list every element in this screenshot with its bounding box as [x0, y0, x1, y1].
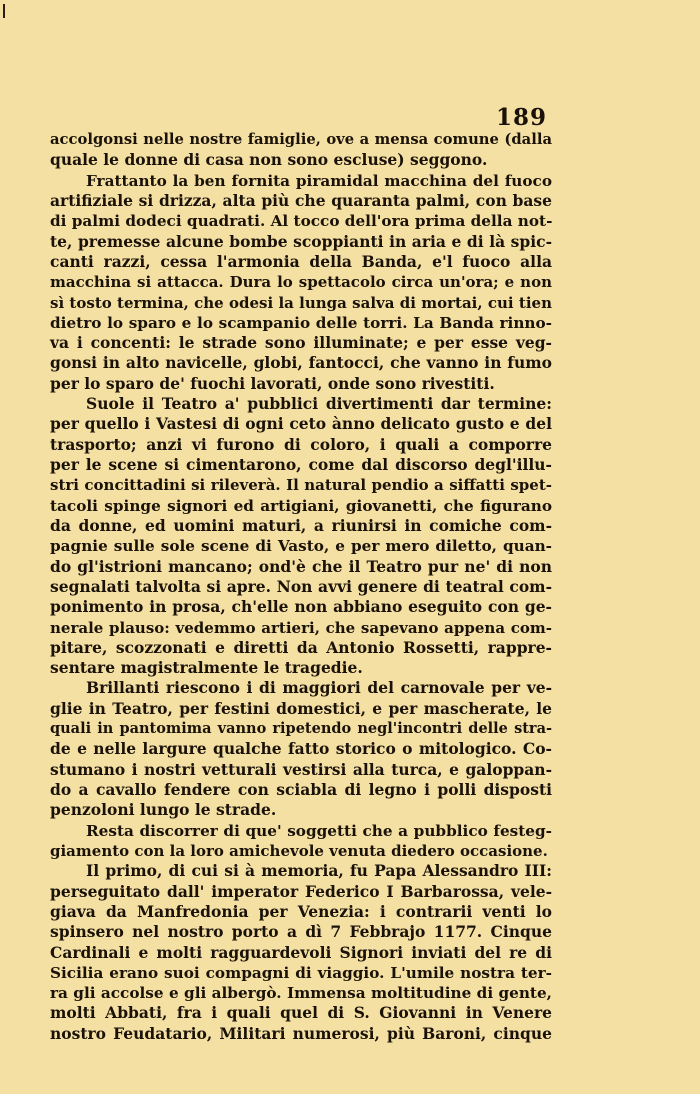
text-line: sì tosto termina, che odesi la lunga salva di mortai, cui tien	[50, 293, 552, 312]
text-line: segnalati talvolta si apre. Non avvi genere di teatral com-	[50, 576, 552, 596]
text-line: penzoloni lungo le strade.	[50, 800, 277, 820]
text-line: nostro Feudatario, Militari numerosi, più Baroni, cinque	[50, 1023, 552, 1043]
text-line: quali in pantomima vanno ripetendo negl'incontri delle stra-	[50, 720, 552, 738]
text-line: giava da Manfredonia per Venezia: i contrarii venti lo	[50, 901, 552, 921]
page-edge-mark	[3, 4, 5, 18]
text-line: Cardinali e molti ragguardevoli Signori inviati del re di	[50, 942, 552, 962]
text-line: canti razzi, cessa l'armonia della Banda, e'l fuoco alla	[50, 251, 552, 271]
text-line: da donne, ed uomini maturi, a riunirsi in comiche com-	[50, 515, 552, 535]
text-line: de e nelle largure qualche fatto storico o mitologico. Co-	[50, 739, 552, 759]
text-line: macchina si attacca. Dura lo spettacolo circa un'ora; e non	[50, 273, 552, 292]
text-line: molti Abbati, fra i quali quel di S. Giovanni in Venere	[50, 1003, 552, 1023]
text-line: Sicilia erano suoi compagni di viaggio. L'umile nostra ter-	[50, 963, 552, 982]
text-line: gonsi in alto navicelle, globi, fantocci, che vanno in fumo	[50, 353, 552, 373]
text-line: te, premesse alcune bombe scoppianti in aria e di là spic-	[50, 231, 552, 251]
body-text	[50, 130, 552, 1044]
text-line: accolgonsi nelle nostre famiglie, ove a mensa comune (dalla	[50, 131, 552, 148]
text-line: artifiziale si drizza, alta più che quaranta palmi, con base	[50, 190, 552, 210]
text-line: di palmi dodeci quadrati. Al tocco dell'ora prima della not-	[50, 212, 553, 231]
text-line: perseguitato dall' imperator Federico I Barbarossa, vele-	[50, 881, 552, 901]
text-line: per le scene si cimentarono, come dal discorso degl'illu-	[50, 455, 552, 474]
text-line: stumano i nostri vetturali vestirsi alla turca, e galoppan-	[50, 759, 552, 779]
text-line: per lo sparo de' fuochi lavorati, onde sono rivestiti.	[50, 373, 495, 393]
page-number: 189	[496, 104, 548, 131]
text-line: giamento con la loro amichevole venuta diedero occasione.	[50, 841, 548, 860]
text-line: do gl'istrioni mancano; ond'è che il Teatro pur ne' di non	[50, 556, 552, 576]
text-line: pitare, scozzonati e diretti da Antonio Rossetti, rappre-	[50, 637, 552, 657]
text-line: glie in Teatro, per festini domestici, e per mascherate, le	[50, 698, 552, 718]
text-line: sentare magistralmente le tragedie.	[50, 658, 363, 678]
text-line: dietro lo sparo e lo scampanio delle torri. La Banda rinno-	[50, 313, 552, 332]
text-line: per quello i Vastesi di ogni ceto ànno delicato gusto e del	[50, 414, 552, 434]
text-line: Resta discorrer di que' soggetti che a pubblico festeg-	[86, 821, 552, 840]
text-line: trasporto; anzi vi furono di coloro, i quali a comporre	[50, 434, 552, 454]
text-line: pagnie sulle sole scene di Vasto, e per mero diletto, quan-	[50, 537, 552, 556]
text-line: va i concenti: le strade sono illuminate; e per esse veg-	[50, 333, 552, 353]
text-line: Frattanto la ben fornita piramidal macchina del fuoco	[86, 171, 552, 190]
text-line: Il primo, di cui si à memoria, fu Papa Alessandro III:	[86, 861, 552, 881]
text-line: nerale plauso: vedemmo artieri, che sapevano appena com-	[50, 618, 552, 637]
text-line: ponimento in prosa, ch'elle non abbiano eseguito con ge-	[50, 597, 552, 617]
text-line: Suole il Teatro a' pubblici divertimenti dar termine:	[86, 394, 552, 414]
text-line: tacoli spinge signori ed artigiani, giovanetti, che figurano	[50, 496, 552, 515]
text-line: quale le donne di casa non sono escluse) seggono.	[50, 150, 488, 170]
text-line: ra gli accolse e gli albergò. Immensa moltitudine di gente,	[50, 984, 552, 1003]
text-line: spinsero nel nostro porto a dì 7 Febbrajo 1177. Cinque	[50, 922, 552, 942]
text-line: do a cavallo fendere con sciabla di legno i polli disposti	[50, 780, 552, 799]
text-line: Brillanti riescono i di maggiori del carnovale per ve-	[86, 678, 552, 698]
text-line: stri concittadini si rileverà. Il natural pendio a siffatti spet-	[50, 476, 552, 495]
